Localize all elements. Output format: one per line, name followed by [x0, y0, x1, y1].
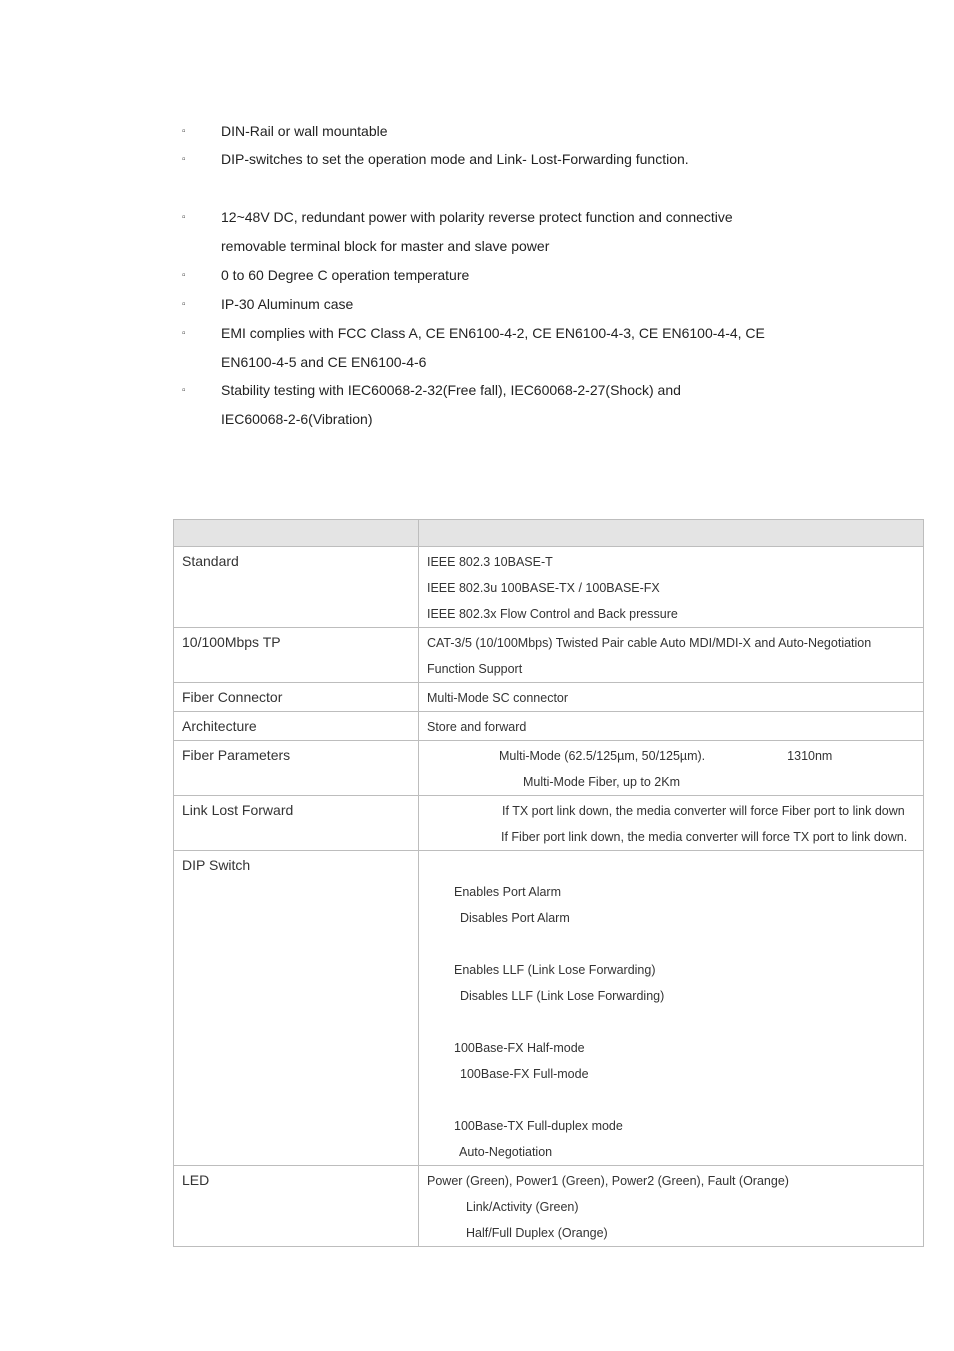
table-row	[174, 796, 924, 851]
row-value: CAT-3/5 (10/100Mbps) Twisted Pair cable Auto MDI/MDI-X and Auto-Negotiation Function Support	[419, 628, 924, 683]
row-label: DIP Switch	[174, 851, 419, 1166]
row-label: 10/100Mbps TP	[174, 628, 419, 683]
list-item-text: removable terminal block for master and slave power	[221, 238, 550, 254]
table-row	[174, 851, 924, 1166]
bullet-marker-icon: ▫	[182, 154, 186, 165]
row-label: LED	[174, 1166, 419, 1247]
specifications-table	[173, 519, 924, 1247]
row-label: Architecture	[174, 712, 419, 741]
list-item-text: 12~48V DC, redundant power with polarity reverse protect function and connective	[221, 209, 733, 225]
list-item-text: Stability testing with IEC60068-2-32(Free fall), IEC60068-2-27(Shock) and	[221, 382, 681, 398]
row-label: Fiber Parameters	[174, 741, 419, 796]
row-value: Power (Green), Power1 (Green), Power2 (Green), Fault (Orange) Link/Activity (Green) Half/Full Duplex (Orange)	[419, 1166, 924, 1247]
list-item-text: IEC60068-2-6(Vibration)	[221, 411, 373, 427]
table-row	[174, 1166, 924, 1247]
row-value: IEEE 802.3 10BASE-T IEEE 802.3u 100BASE-TX / 100BASE-FX IEEE 802.3x Flow Control and Back pressure	[419, 547, 924, 628]
row-label: Standard	[174, 547, 419, 628]
table-row	[174, 741, 924, 796]
row-label: Link Lost Forward	[174, 796, 419, 851]
bullet-marker-icon: ▫	[182, 299, 186, 310]
list-item-text: EMI complies with FCC Class A, CE EN6100-4-2, CE EN6100-4-3, CE EN6100-4-4, CE	[221, 325, 765, 341]
list-item-text: EN6100-4-5 and CE EN6100-4-6	[221, 354, 427, 370]
bullet-marker-icon: ▫	[182, 212, 186, 223]
bullet-marker-icon: ▫	[182, 385, 186, 396]
table-header-row	[174, 520, 924, 547]
list-item-text: DIN-Rail or wall mountable	[221, 123, 388, 139]
bullet-marker-icon: ▫	[182, 126, 186, 137]
row-label: Fiber Connector	[174, 683, 419, 712]
row-value: Multi-Mode (62.5/125µm, 50/125µm). 1310nm Multi-Mode Fiber, up to 2Km	[419, 741, 924, 796]
row-value: Multi-Mode SC connector	[419, 683, 924, 712]
header-cell	[174, 520, 419, 547]
table-row	[174, 547, 924, 628]
row-value: Enables Port Alarm Disables Port Alarm Enables LLF (Link Lose Forwarding) Disables LLF (Link Lose Forwarding) 100Base-FX Half-mode 100Base-FX Full-mode 100Base-TX Full-duplex mode Auto-Negotiation	[419, 851, 924, 1166]
list-item-text: DIP-switches to set the operation mode and Link- Lost-Forwarding function.	[221, 151, 689, 167]
header-cell	[419, 520, 924, 547]
table-row	[174, 683, 924, 712]
row-value: Store and forward	[419, 712, 924, 741]
list-item-text: IP-30 Aluminum case	[221, 296, 354, 312]
list-item-text: 0 to 60 Degree C operation temperature	[221, 267, 470, 283]
table-row	[174, 712, 924, 741]
row-value: If TX port link down, the media converter will force Fiber port to link down If Fiber port link down, the media converter will force TX port to link down.	[419, 796, 924, 851]
table-row	[174, 628, 924, 683]
bullet-marker-icon: ▫	[182, 270, 186, 281]
bullet-marker-icon: ▫	[182, 328, 186, 339]
